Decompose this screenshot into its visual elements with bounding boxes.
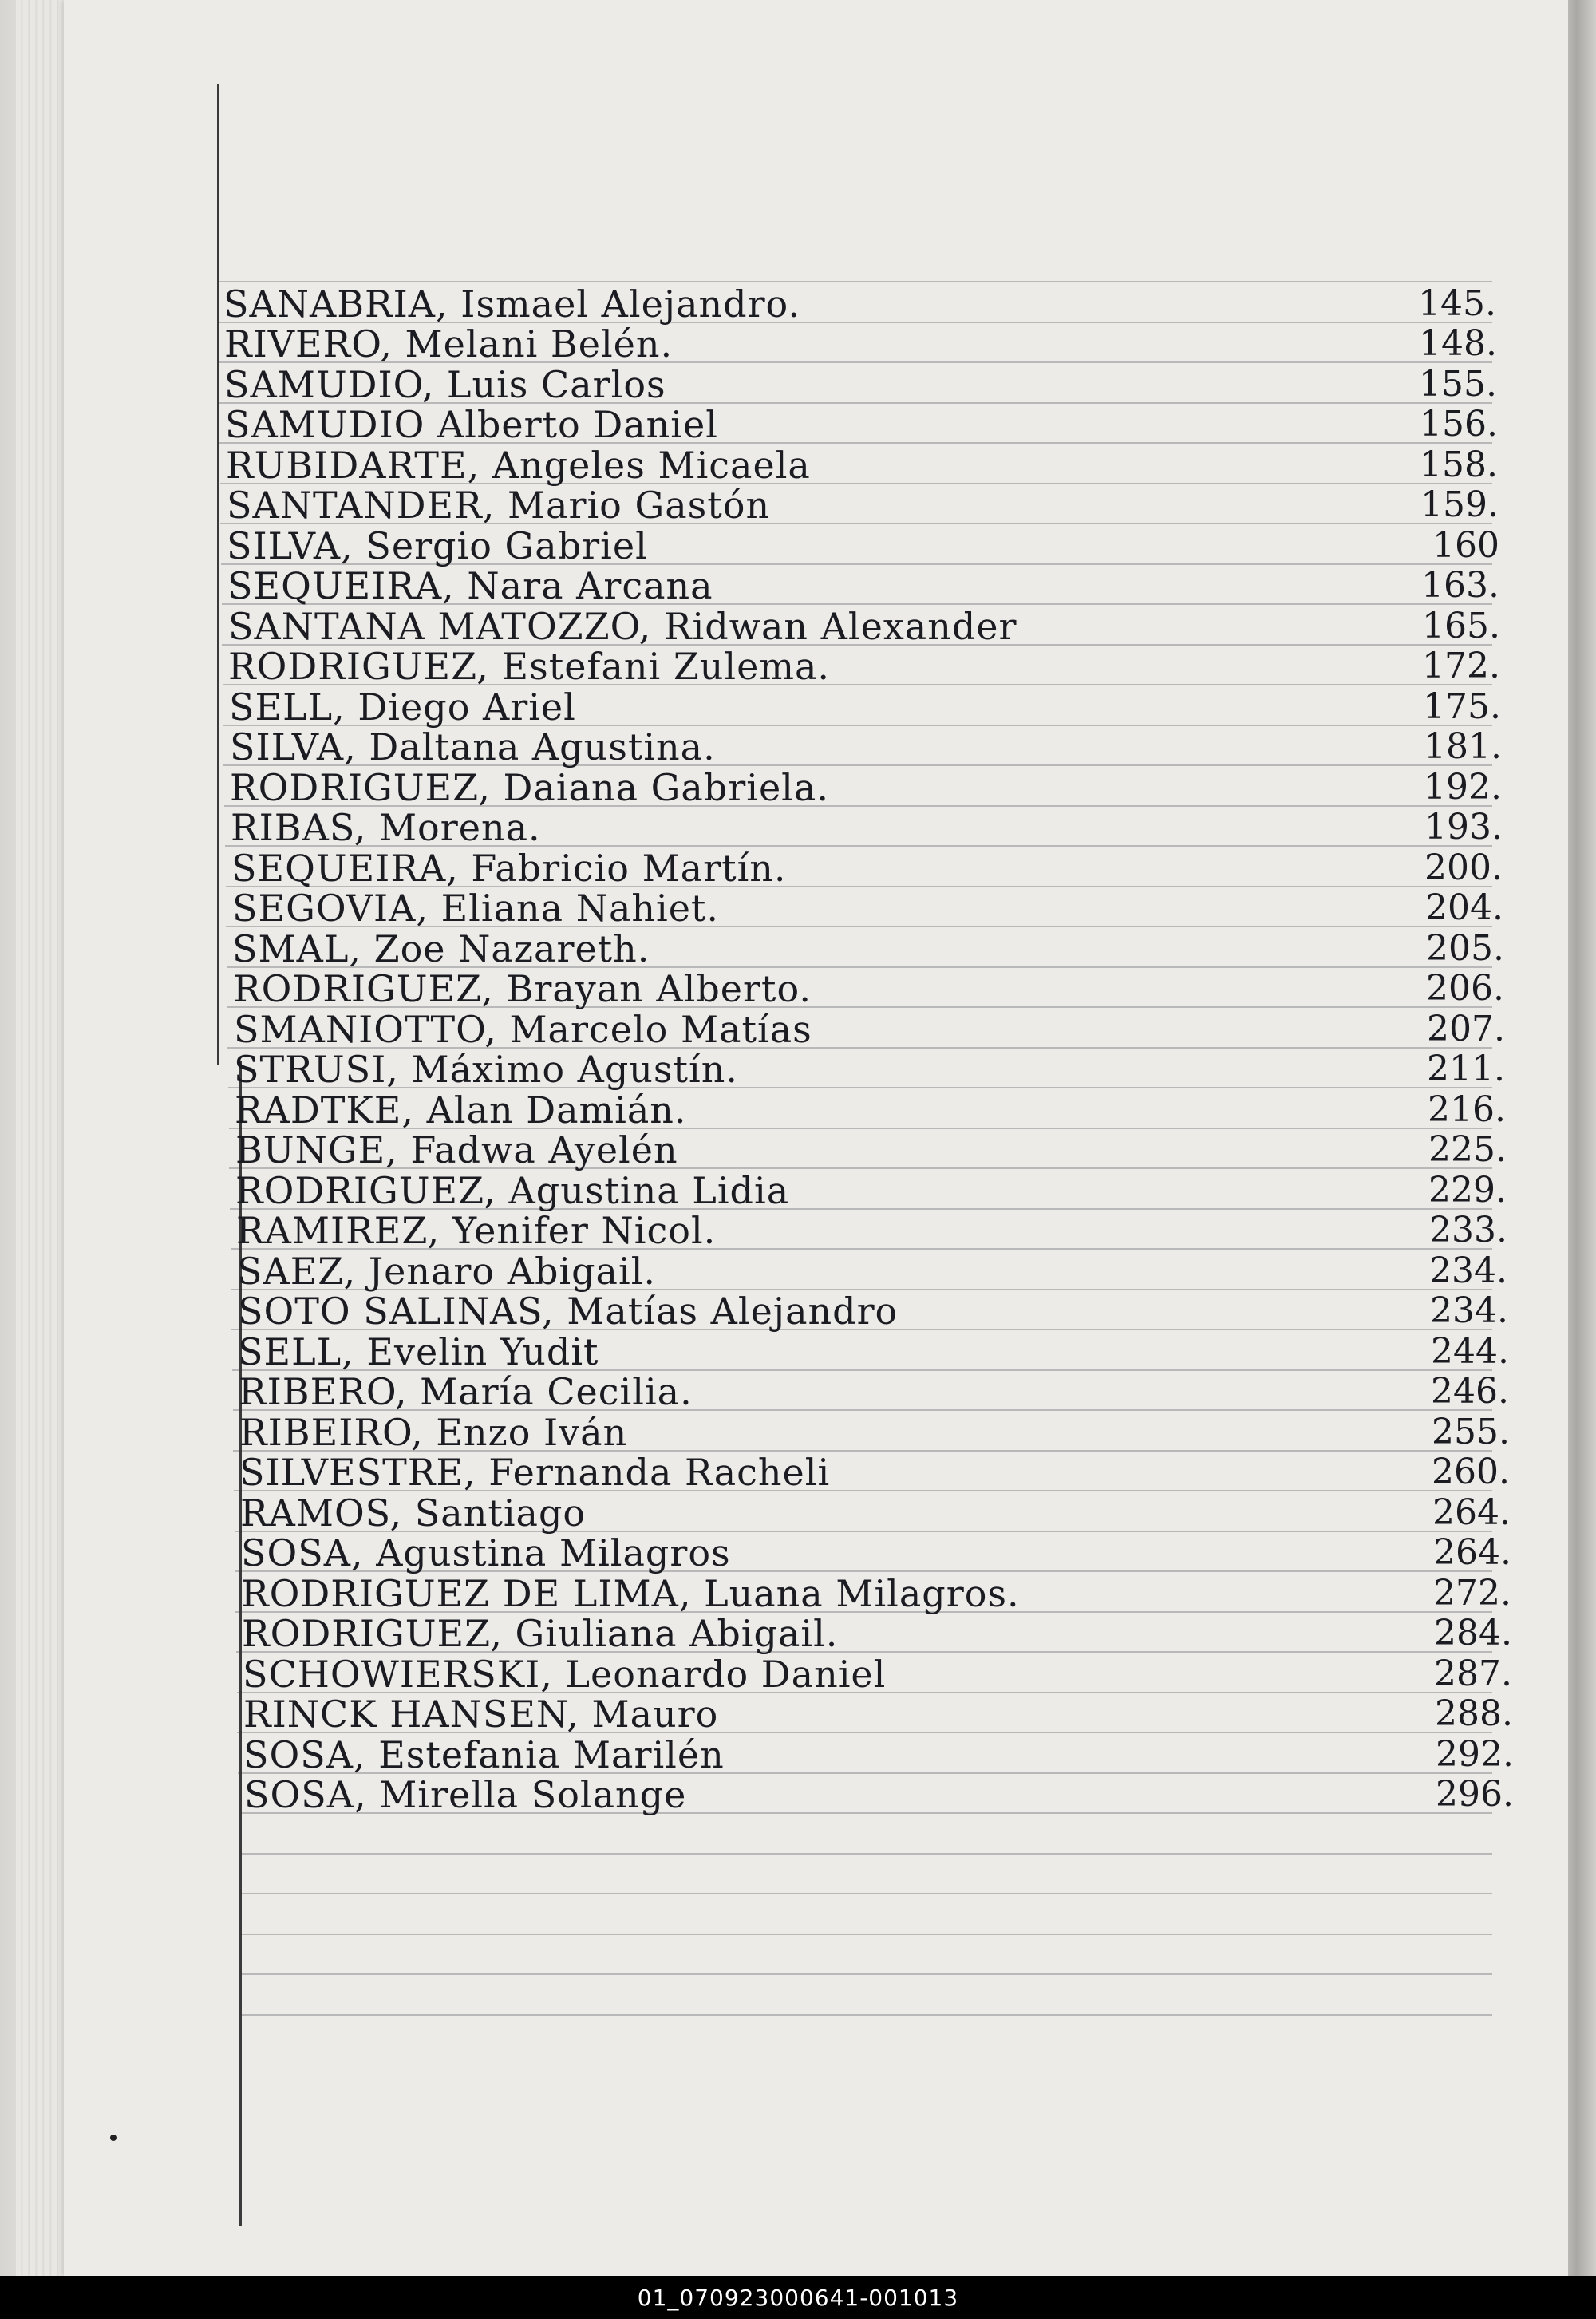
- entry-name: SILVESTRE, Fernanda Racheli: [239, 1451, 831, 1494]
- entry-name: RODRIGUEZ DE LIMA, Luana Milagros.: [241, 1572, 1020, 1615]
- entry-number: 264.: [1433, 1532, 1511, 1573]
- entry-number: 163.: [1421, 565, 1499, 606]
- entry-name: RADTKE, Alan Damián.: [235, 1088, 687, 1132]
- entry-number: 204.: [1425, 887, 1503, 928]
- entry-name: SANTANA MATOZZO, Ridwan Alexander: [228, 605, 1017, 648]
- entry-number: 246.: [1431, 1371, 1509, 1412]
- entry-number: 158.: [1420, 444, 1498, 485]
- ruled-line: [239, 1893, 1492, 1894]
- margin-line-upper: [217, 84, 219, 1065]
- entry-number: 229.: [1428, 1170, 1507, 1211]
- entry-name: SAMUDIO Alberto Daniel: [225, 403, 718, 446]
- entry-name: SMAL, Zoe Nazareth.: [232, 927, 650, 970]
- entry-number: 234.: [1430, 1290, 1508, 1331]
- entry-name: RIBAS, Morena.: [231, 806, 541, 849]
- entry-number: 192.: [1424, 767, 1502, 808]
- entry-number: 193.: [1424, 807, 1503, 847]
- footer-bar: [0, 2276, 1596, 2319]
- entry-name: RIBERO, María Cecilia.: [239, 1370, 693, 1413]
- entry-name: SAEZ, Jenaro Abigail.: [237, 1250, 657, 1293]
- entry-name: SANABRIA, Ismael Alejandro.: [223, 282, 801, 326]
- entry-number: 165.: [1422, 606, 1500, 646]
- entry-number: 255.: [1432, 1412, 1510, 1452]
- entry-name: RIBEIRO, Enzo Iván: [239, 1411, 628, 1454]
- entry-name: SMANIOTTO, Marcelo Matías: [234, 1008, 812, 1051]
- entry-name: SANTANDER, Mario Gastón: [227, 484, 771, 527]
- entry-number: 260.: [1432, 1452, 1510, 1492]
- entry-number: 175.: [1423, 686, 1501, 727]
- entry-number: 292.: [1436, 1734, 1514, 1775]
- entry-name: STRUSI, Máximo Agustín.: [234, 1048, 738, 1091]
- ink-dot: [110, 2135, 117, 2141]
- entry-number: 172.: [1422, 646, 1500, 686]
- entry-name: RUBIDARTE, Angeles Micaela: [226, 444, 811, 487]
- entry-number: 159.: [1420, 484, 1499, 525]
- entry-name: SEGOVIA, Eliana Nahiet.: [232, 887, 720, 930]
- entry-name: RAMIREZ, Yenifer Nicol.: [236, 1209, 717, 1252]
- entry-name: SILVA, Sergio Gabriel: [227, 524, 648, 567]
- entry-number: 284.: [1434, 1613, 1512, 1653]
- entry-name: SOSA, Estefania Marilén: [243, 1733, 725, 1776]
- entry-name: BUNGE, Fadwa Ayelén: [235, 1128, 678, 1171]
- entry-name: SELL, Evelin Yudit: [238, 1330, 599, 1373]
- document-id: 01_070923000641-001013: [637, 2284, 959, 2311]
- entry-number: 148.: [1419, 323, 1497, 364]
- entry-name: RODRIGUEZ, Giuliana Abigail.: [242, 1612, 839, 1655]
- ruled-line: [241, 2014, 1492, 2016]
- ruled-line: [239, 1853, 1492, 1855]
- entry-number: 145.: [1418, 283, 1496, 324]
- entry-name: RODRIGUEZ, Daiana Gabriela.: [230, 766, 829, 809]
- entry-number: 206.: [1426, 968, 1504, 1009]
- entry-number: 160: [1432, 525, 1499, 566]
- entry-name: SEQUEIRA, Nara Arcana: [227, 564, 713, 607]
- entry-number: 272.: [1433, 1573, 1511, 1614]
- entry-number: 296.: [1436, 1774, 1514, 1815]
- entry-name: RIVERO, Melani Belén.: [224, 322, 674, 365]
- entry-name: RODRIGUEZ, Brayan Alberto.: [233, 967, 812, 1010]
- entry-number: 225.: [1428, 1129, 1507, 1170]
- entry-name: SOSA, Agustina Milagros: [241, 1531, 731, 1574]
- ruled-line: [240, 1934, 1492, 1935]
- entry-name: SAMUDIO, Luis Carlos: [224, 363, 666, 406]
- entry-number: 181.: [1424, 726, 1502, 767]
- entry-name: SOTO SALINAS, Matías Alejandro: [238, 1290, 899, 1333]
- entry-number: 288.: [1435, 1693, 1513, 1734]
- entry-name: RODRIGUEZ, Agustina Lidia: [235, 1169, 790, 1212]
- entry-name: SELL, Diego Ariel: [229, 685, 576, 729]
- entry-number: 156.: [1420, 404, 1498, 444]
- entry-name: RAMOS, Santiago: [240, 1491, 587, 1535]
- entry-name: SILVA, Daltana Agustina.: [230, 725, 716, 768]
- entry-number: 233.: [1429, 1210, 1507, 1250]
- binder-edge: [1568, 0, 1596, 2276]
- entry-name: SCHOWIERSKI, Leonardo Daniel: [243, 1653, 887, 1696]
- entry-name: SOSA, Mirella Solange: [244, 1773, 687, 1816]
- entry-number: 287.: [1434, 1653, 1512, 1694]
- entry-name: SEQUEIRA, Fabricio Martín.: [231, 847, 787, 890]
- entry-number: 234.: [1429, 1250, 1507, 1291]
- entry-number: 244.: [1431, 1331, 1509, 1372]
- entry-name: RODRIGUEZ, Estefani Zulema.: [228, 645, 831, 688]
- entry-number: 200.: [1424, 847, 1503, 888]
- entry-number: 211.: [1427, 1049, 1505, 1089]
- entry-number: 207.: [1427, 1009, 1505, 1049]
- ruled-line: [240, 1973, 1492, 1975]
- entry-number: 264.: [1432, 1492, 1511, 1533]
- entry-number: 216.: [1428, 1089, 1506, 1130]
- entry-number: 205.: [1426, 928, 1504, 969]
- entry-number: 155.: [1419, 364, 1497, 405]
- entry-name: RINCK HANSEN, Mauro: [243, 1693, 719, 1736]
